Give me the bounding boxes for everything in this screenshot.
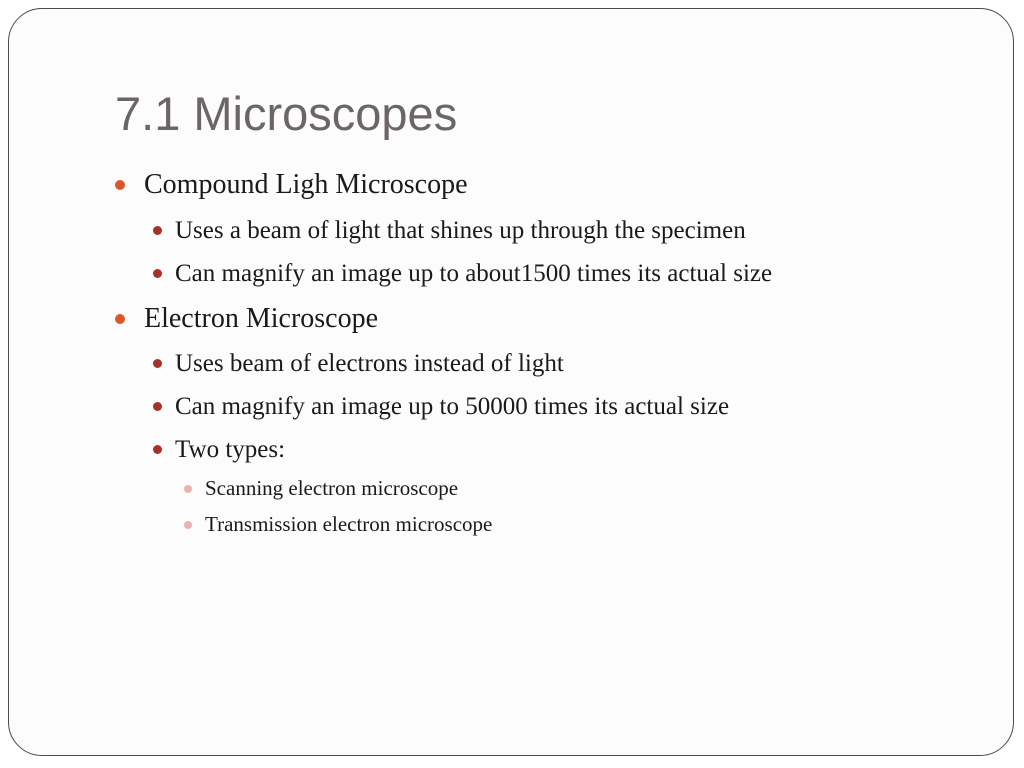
bullet-icon (115, 314, 125, 324)
bullet-text: Uses beam of electrons instead of light (175, 350, 564, 377)
bullet-icon (153, 445, 162, 454)
bullet-item-scanning-electron (205, 478, 458, 499)
bullet-text: Electron Microscope (144, 303, 379, 334)
bullet-item-magnify-50000 (175, 394, 729, 419)
bullet-icon (153, 226, 162, 235)
bullet-text: Compound Ligh Microscope (144, 169, 468, 200)
bullet-icon (153, 402, 162, 411)
bullet-item-compound-light-microscope (144, 171, 468, 199)
bullet-icon (153, 359, 162, 368)
bullet-item-uses-beam-of-electrons (175, 351, 564, 376)
bullet-text: Can magnify an image up to 50000 times its actual size (175, 393, 730, 420)
bullet-item-two-types (175, 437, 285, 462)
bullet-icon (184, 485, 192, 493)
bullet-item-transmission-electron (205, 514, 492, 535)
bullet-icon (153, 269, 162, 278)
bullet-text: Can magnify an image up to about1500 times its actual size (175, 260, 773, 287)
bullet-item-magnify-1500 (175, 261, 772, 286)
bullet-icon (115, 180, 125, 190)
bullet-text: Two types: (175, 436, 286, 463)
bullet-text: Scanning electron microscope (205, 476, 459, 500)
bullet-text: Uses a beam of light that shines up through the specimen (175, 217, 746, 244)
bullet-icon (184, 521, 192, 529)
bullet-item-uses-beam-of-light (175, 218, 746, 243)
slide-title: 7.1 Microscopes (115, 87, 458, 140)
bullet-item-electron-microscope (144, 305, 378, 333)
bullet-text: Transmission electron microscope (205, 512, 493, 536)
